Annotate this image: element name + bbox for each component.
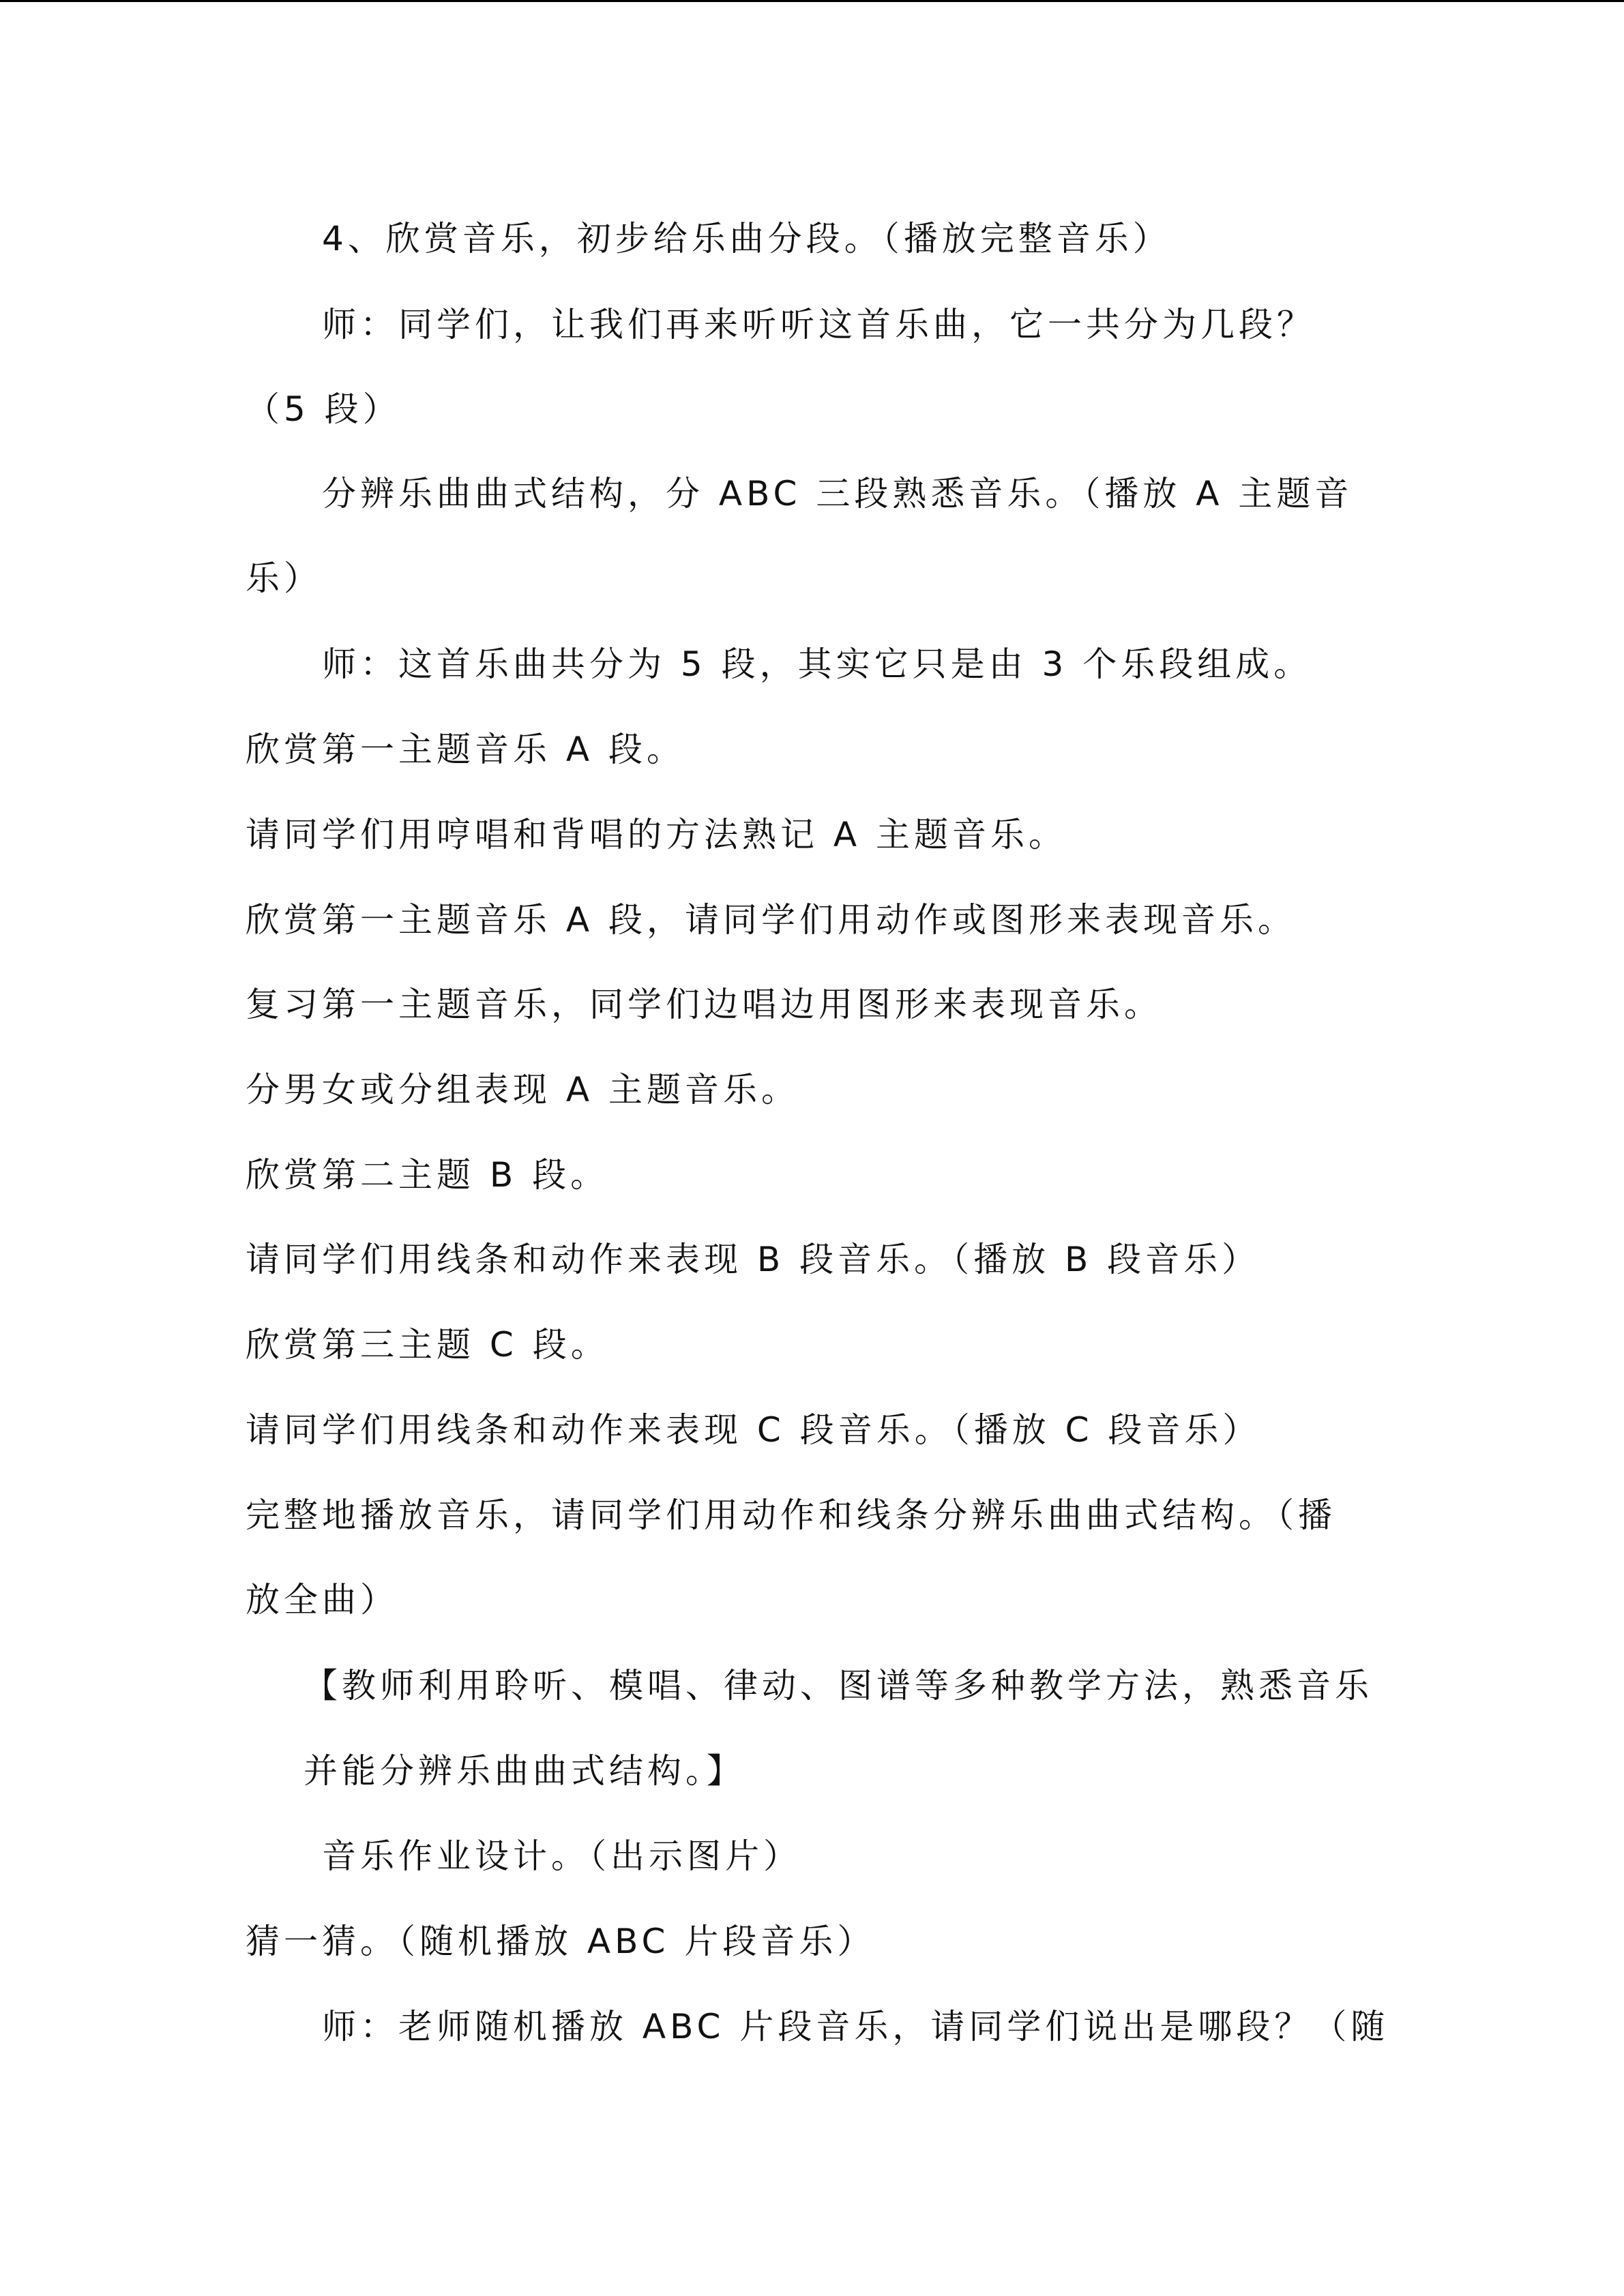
paragraph-teacher-question: 师：同学们，让我们再来听听这首乐曲，它一共分为几段？ [322,305,1315,344]
list-item: 请同学们用线条和动作来表现 B 段音乐。（播放 B 段音乐） [246,1240,1260,1279]
paragraph-guess: 猜一猜。（随机播放 ABC 片段音乐） [246,1922,876,1961]
paragraph-homework: 音乐作业设计。（出示图片） [322,1836,801,1876]
list-item: 欣赏第三主题 C 段。 [246,1325,609,1365]
list-item: 复习第一主题音乐，同学们边唱边用图形来表现音乐。 [246,985,1162,1024]
teaching-note-cont: 并能分辨乐曲曲式结构。】 [304,1751,745,1791]
paragraph-structure-cont: 乐） [246,558,322,598]
list-item: 请同学们用哼唱和背唱的方法熟记 A 主题音乐。 [246,815,1067,854]
paragraph-step-4: 4、欣赏音乐，初步给乐曲分段。（播放完整音乐） [322,219,1171,258]
paragraph-teacher-random: 师：老师随机播放 ABC 片段音乐，请同学们说出是哪段？（随 [322,2007,1389,2046]
teaching-note: 【教师利用聆听、模唱、律动、图谱等多种教学方法，熟悉音乐 [304,1666,1373,1705]
list-item: 请同学们用线条和动作来表现 C 段音乐。（播放 C 段音乐） [246,1410,1261,1450]
list-item: 欣赏第二主题 B 段。 [246,1155,609,1195]
list-item: 分男女或分组表现 A 主题音乐。 [246,1070,799,1109]
paragraph-structure: 分辨乐曲曲式结构，分 ABC 三段熟悉音乐。（播放 A 主题音 [322,474,1353,513]
list-item: 完整地播放音乐，请同学们用动作和线条分辨乐曲曲式结构。（播 [246,1495,1336,1535]
list-item: 欣赏第一主题音乐 A 段，请同学们用动作或图形来表现音乐。 [246,900,1296,940]
list-item: 欣赏第一主题音乐 A 段。 [246,730,685,769]
list-item-cont: 放全曲） [246,1580,398,1620]
paragraph-teacher-sections: 师：这首乐曲共分为 5 段，其实它只是由 3 个乐段组成。 [322,644,1312,684]
paragraph-answer: （5 段） [246,389,401,429]
